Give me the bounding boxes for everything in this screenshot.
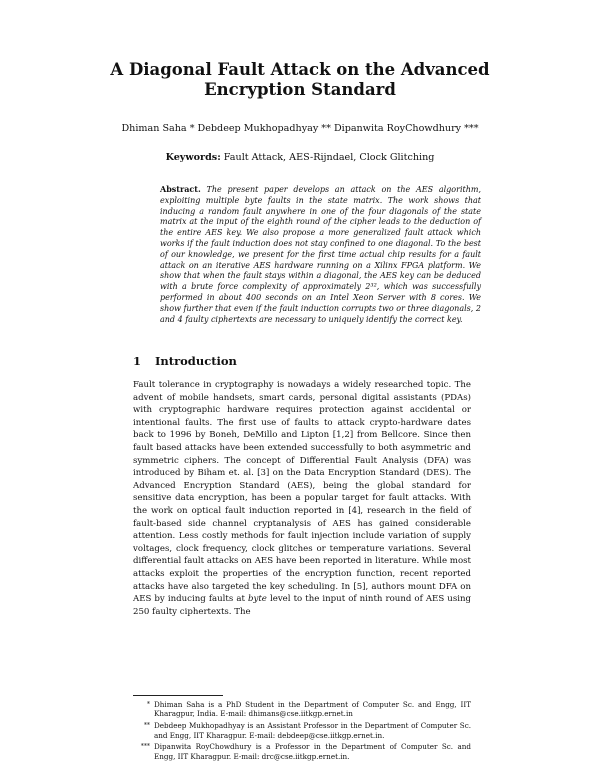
intro-text-2: level to the input of ninth round of AES using 250 faulty ciphertexts. The <box>133 594 472 617</box>
section-number: 1 <box>133 354 142 368</box>
abstract <box>160 184 481 325</box>
abstract-label: Abstract. <box>160 184 201 194</box>
title-line-2: Encryption Standard <box>204 80 396 99</box>
paper-title <box>80 60 520 100</box>
footnote-mark: * <box>146 701 150 708</box>
footnote <box>133 700 471 719</box>
footnote-rule <box>133 695 223 696</box>
footnote-text: Debdeep Mukhopadhyay is an Assistant Professor in the Department of Computer Sc. and Engg, IIT Kharagpur. E-mail: debdeep@cse.iitkgp.ernet.in. <box>154 721 471 740</box>
section-title: Introduction <box>155 354 237 368</box>
footnote <box>133 742 471 761</box>
footnote-text: Dhiman Saha is a PhD Student in the Department of Computer Sc. and Engg, IIT Kharagpur, India. E-mail: dhimans@cse.iitkgp.ernet.in <box>154 700 471 719</box>
footnote-mark: ** <box>143 722 150 730</box>
footnote <box>133 721 471 740</box>
author-list: Dhiman Saha * Debdeep Mukhopadhyay ** Dipanwita RoyChowdhury *** <box>121 123 479 134</box>
keywords-label: Keywords: <box>165 152 221 163</box>
keywords-text: Fault Attack, AES-Rijndael, Clock Glitching <box>223 152 435 163</box>
footnote-mark: *** <box>140 743 150 751</box>
section-heading <box>133 354 237 368</box>
keywords-line <box>60 152 540 164</box>
intro-text-1: Fault tolerance in cryptography is nowadays a widely researched topic. The advent of mobile handsets, smart cards, personal digital assistants (PDAs) with cryptographic hardware requires protection against accidental or intentional faults. The first use of faults to attack crypto-hardware dates back to 1996 by Boneh, DeMillo and Lipton [1,2] from Bellcore. Since then fault based attacks have been extended successfully to both asymmetric and symmetric ciphers. The concept of Differential Fault Analysis (DFA) was introduced by Biham et. al. [3] on the Data Encryption Standard (DES). The Advanced Encryption Standard (AES), being the global standard for sensitive data encryption, has been a popular target for fault attacks. With the work on optical fault induction reported in [4], research in the field of fault-based side channel cryptanalysis of AES has gained considerable attention. Less costly methods for fault injection include variation of supply voltages, clock frequency, clock glitches or temperature variations. Several differential fault attacks on AES have been reported in literature. While most attacks exploit the properties of the encryption function, recent reported attacks have also targeted the key scheduling. In [5], authors mount DFA on AES by inducing faults at <box>133 380 471 605</box>
footnote-text: Dipanwita RoyChowdhury is a Professor in the Department of Computer Sc. and Engg, IIT Kharagpur. E-mail: drc@cse.iitkgp.ernet.in. <box>154 742 471 761</box>
intro-italic-word: byte <box>248 594 267 605</box>
abstract-text: The present paper develops an attack on the AES algorithm, exploiting multiple byte faults in the state matrix. The work shows that inducing a random fault anywhere in one of the four diagonals of the state matrix at the input of the eighth round of the cipher leads to the deduction of the entire AES key. We also propose a more generalized fault attack which works if the fault induction does not stay confined to one diagonal. To the best of our knowledge, we present for the first time actual chip results for a fault attack on an iterative AES hardware running on a Xilinx FPGA platform. We show that when the fault stays within a diagonal, the AES key can be deduced with a brute force complexity of approximately 2³², which was successfully performed in about 400 seconds on an Intel Xeon Server with 8 cores. We show further that even if the fault induction corrupts two or three diagonals, 2 and 4 faulty ciphertexts are necessary to uniquely identify the correct key. <box>160 185 481 324</box>
title-line-1: A Diagonal Fault Attack on the Advanced <box>110 60 490 79</box>
footnotes <box>133 700 471 763</box>
introduction-paragraph <box>133 379 471 618</box>
